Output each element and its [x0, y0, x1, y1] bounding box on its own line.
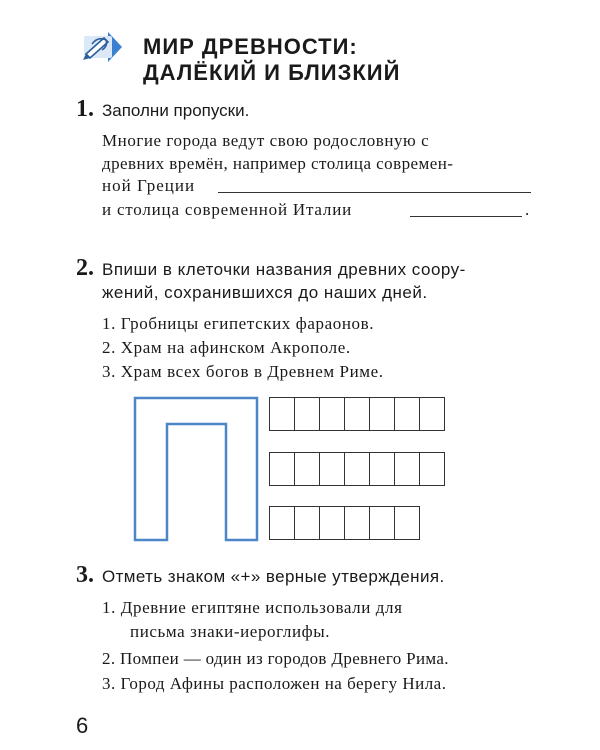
task2-number: 2.	[76, 255, 94, 281]
task2-instruction-line-2: жений, сохранившихся до наших дней.	[102, 283, 428, 302]
letter-cell[interactable]	[369, 397, 395, 431]
task3-item-2[interactable]: 2. Помпеи — один из городов Древнего Рима.	[102, 649, 449, 668]
task1-instruction: Заполни пропуски.	[102, 101, 250, 120]
page-title-line-1: МИР ДРЕВНОСТИ:	[143, 34, 358, 59]
task1-number: 1.	[76, 96, 94, 122]
task2-item-3: 3. Храм всех богов в Древнем Риме.	[102, 362, 384, 381]
letter-cell[interactable]	[319, 397, 345, 431]
letter-cell[interactable]	[269, 397, 295, 431]
letter-cell[interactable]	[294, 397, 320, 431]
letter-cell[interactable]	[319, 452, 345, 486]
task3-item-3[interactable]: 3. Город Афины расположен на берегу Нила.	[102, 674, 447, 693]
letter-cell[interactable]	[394, 397, 420, 431]
task1-line-3: ной Греции	[102, 176, 196, 195]
letter-cell[interactable]	[294, 452, 320, 486]
letter-cell[interactable]	[394, 452, 420, 486]
letter-cell[interactable]	[344, 506, 370, 540]
letter-cell[interactable]	[269, 452, 295, 486]
task3-number: 3.	[76, 562, 94, 588]
page-title-line-2: ДАЛЁКИЙ И БЛИЗКИЙ	[143, 60, 401, 85]
letter-cell[interactable]	[394, 506, 420, 540]
task1-line-4: и столица современной Италии	[102, 200, 352, 219]
task2-item-2: 2. Храм на афинском Акрополе.	[102, 338, 351, 357]
pen-in-hand-icon	[78, 30, 124, 64]
letter-cell[interactable]	[419, 397, 445, 431]
task1-line-1: Многие города ведут свою родословную с	[102, 131, 430, 150]
grid-row-2	[269, 452, 444, 486]
letter-cell[interactable]	[369, 506, 395, 540]
task2-instruction-line-1: Впиши в клеточки названия древних соору-	[102, 260, 466, 279]
pi-shape-graphic	[133, 396, 259, 542]
task3-instruction: Отметь знаком «+» верные утверждения.	[102, 567, 445, 586]
italy-capital-blank[interactable]	[410, 216, 522, 217]
letter-cell[interactable]	[319, 506, 345, 540]
grid-row-3	[269, 506, 419, 540]
letter-cell[interactable]	[294, 506, 320, 540]
greece-capital-blank[interactable]	[218, 192, 531, 193]
task2-item-1: 1. Гробницы египетских фараонов.	[102, 314, 375, 333]
letter-cell[interactable]	[344, 452, 370, 486]
task3-item-1-cont: письма знаки-иероглифы.	[130, 622, 331, 641]
letter-cell[interactable]	[419, 452, 445, 486]
task3-item-1[interactable]: 1. Древние египтяне использовали для	[102, 598, 403, 617]
task1-period: .	[525, 200, 530, 219]
page-number: 6	[76, 713, 89, 738]
letter-cell[interactable]	[369, 452, 395, 486]
grid-row-1	[269, 397, 444, 431]
task1-line-2: древних времён, например столица современ-	[102, 154, 454, 173]
letter-cell[interactable]	[344, 397, 370, 431]
letter-cell[interactable]	[269, 506, 295, 540]
